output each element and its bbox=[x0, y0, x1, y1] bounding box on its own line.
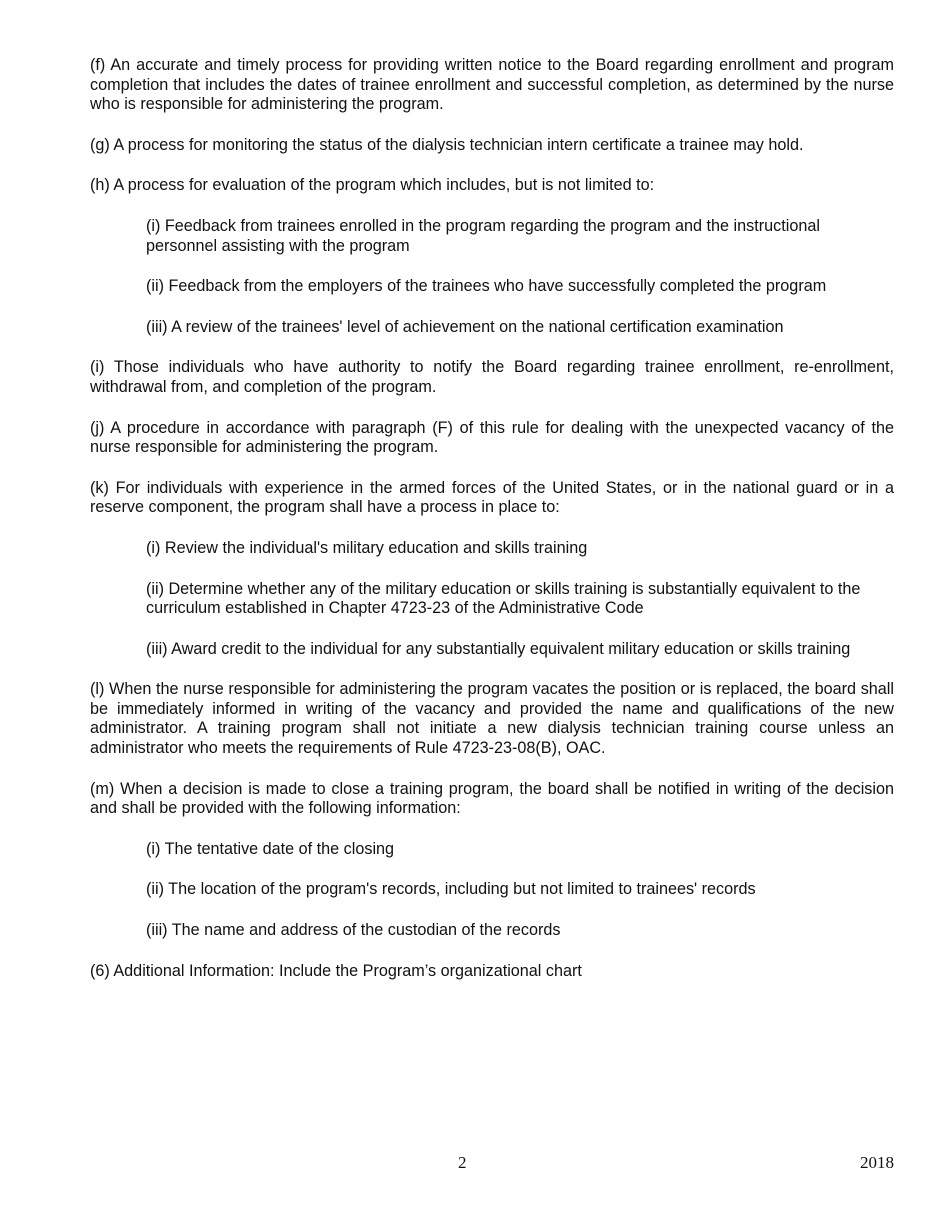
paragraph-k-item: (iii) Award credit to the individual for any substantially equivalent military education or skills training bbox=[146, 639, 851, 658]
paragraph-l: (l) When the nurse responsible for administering the program vacates the position or is replaced, the board shall be immediately informed in writing of the vacancy and provided the name and qualifications of the new administrator. A training program shall not initiate a new dialysis technician training course unless an administrator who meets the requirements of Rule 4723-23-08(B), OAC. bbox=[90, 680, 894, 758]
paragraph-h-item: (i) Feedback from trainees enrolled in the program regarding the program and the instructional personnel assisting with the program bbox=[146, 216, 820, 255]
paragraph-m-item: (ii) The location of the program's records, including but not limited to trainees' records bbox=[146, 880, 756, 899]
paragraph-i: (i) Those individuals who have authority to notify the Board regarding trainee enrollment, re-enrollment, withdrawal from, and completion of the program. bbox=[90, 358, 894, 396]
paragraph-m-item: (i) The tentative date of the closing bbox=[146, 839, 395, 858]
paragraph-m: (m) When a decision is made to close a training program, the board shall be notified in writing of the decision and shall be provided with the following information: bbox=[90, 779, 894, 818]
paragraph-g: (g) A process for monitoring the status of the dialysis technician intern certificate a trainee may hold. bbox=[90, 135, 804, 154]
paragraph-h: (h) A process for evaluation of the program which includes, but is not limited to: bbox=[90, 176, 655, 195]
footer-year: 2018 bbox=[860, 1153, 894, 1172]
document-body bbox=[90, 56, 894, 981]
paragraph-h-item: (iii) A review of the trainees' level of achievement on the national certification examination bbox=[146, 317, 784, 336]
paragraph-j: (j) A procedure in accordance with paragraph (F) of this rule for dealing with the unexpected vacancy of the nurse responsible for administering the program. bbox=[90, 418, 894, 457]
paragraph-k: (k) For individuals with experience in the armed forces of the United States, or in the national guard or in a reserve component, the program shall have a process in place to: bbox=[90, 478, 894, 517]
paragraph-f: (f) An accurate and timely process for providing written notice to the Board regarding enrollment and program completion that includes the dates of trainee enrollment and successful completion, as determined by the nurse who is responsible for administering the program. bbox=[90, 56, 894, 114]
paragraph-m-item: (iii) The name and address of the custodian of the records bbox=[146, 921, 561, 940]
paragraph-additional-info: (6) Additional Information: Include the Program’s organizational chart bbox=[90, 961, 582, 980]
page-number: 2 bbox=[458, 1153, 467, 1172]
paragraph-h-item: (ii) Feedback from the employers of the trainees who have successfully completed the program bbox=[146, 277, 827, 296]
paragraph-k-item: (i) Review the individual's military education and skills training bbox=[146, 538, 588, 557]
paragraph-k-item: (ii) Determine whether any of the military education or skills training is substantially equivalent to the curriculum established in Chapter 4723-23 of the Administrative Code bbox=[146, 579, 861, 618]
